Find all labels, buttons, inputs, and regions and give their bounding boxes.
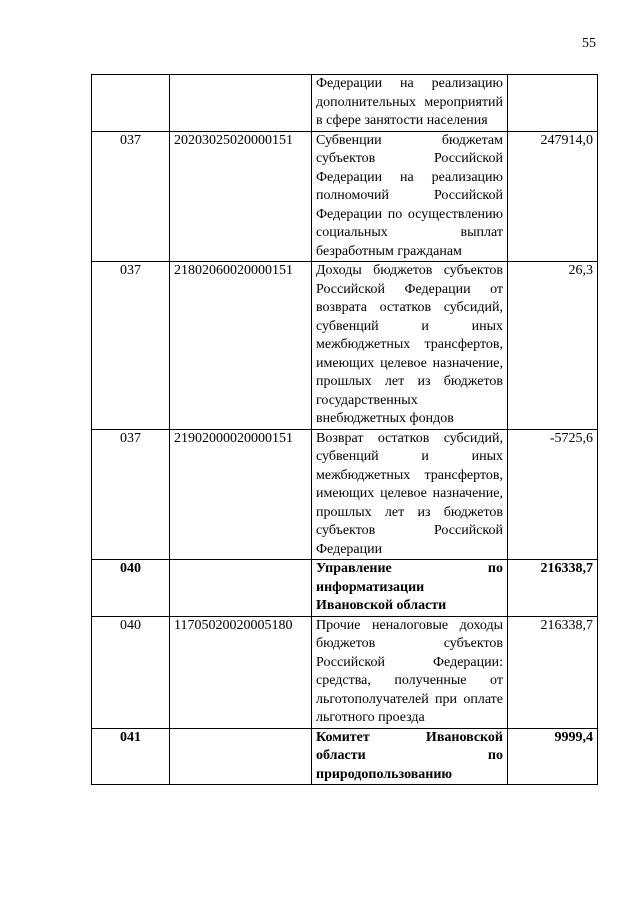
admin-code-cell: 040 — [92, 616, 170, 728]
amount-cell: 26,3 — [508, 262, 598, 430]
revenue-name-cell: Возврат остатков субсидий, субвенций и иных межбюджетных трансфертов, имеющих целевое назначение, прошлых лет из бюджетов субъектов Российской Федерации — [312, 429, 508, 560]
amount-cell: 216338,7 — [508, 616, 598, 728]
budget-code-cell: 21802060020000151 — [170, 262, 312, 430]
amount-cell: 216338,7 — [508, 560, 598, 617]
budget-code-cell: 20203025020000151 — [170, 131, 312, 262]
budget-code-cell — [170, 728, 312, 785]
revenue-name-cell: Субвенции бюджетам субъектов Российской Федерации на реализацию полномочий Российской Федерации по осуществлению социальных выплат безработным гражданам — [312, 131, 508, 262]
table-row-section-header — [92, 560, 598, 617]
revenue-name-cell: Доходы бюджетов субъектов Российской Федерации от возврата остатков субсидий, субвенций и иных межбюджетных трансфертов, имеющих целевое назначение, прошлых лет из бюджетов государственных внебюджетных фондов — [312, 262, 508, 430]
table-row-section-header — [92, 728, 598, 785]
admin-code-cell: 041 — [92, 728, 170, 785]
budget-code-cell: 21902000020000151 — [170, 429, 312, 560]
amount-cell — [508, 75, 598, 132]
admin-code-cell: 037 — [92, 429, 170, 560]
revenue-name-cell: Управление по информатизации Ивановской области — [312, 560, 508, 617]
budget-revenue-table — [91, 74, 598, 785]
budget-code-cell: 11705020020005180 — [170, 616, 312, 728]
admin-code-cell: 037 — [92, 262, 170, 430]
admin-code-cell — [92, 75, 170, 132]
amount-cell: -5725,6 — [508, 429, 598, 560]
budget-code-cell — [170, 75, 312, 132]
budget-code-cell — [170, 560, 312, 617]
page-number: 55 — [582, 36, 596, 51]
table-row — [92, 262, 598, 430]
revenue-name-cell: Федерации на реализацию дополнительных мероприятий в сфере занятости населения — [312, 75, 508, 132]
revenue-name-cell: Прочие неналоговые доходы бюджетов субъектов Российской Федерации: средства, полученные от льготополучателей при оплате льготного проезда — [312, 616, 508, 728]
table-row — [92, 429, 598, 560]
amount-cell: 247914,0 — [508, 131, 598, 262]
admin-code-cell: 037 — [92, 131, 170, 262]
table-row — [92, 131, 598, 262]
revenue-name-cell: Комитет Ивановской области по природопользованию — [312, 728, 508, 785]
amount-cell: 9999,4 — [508, 728, 598, 785]
table-row — [92, 616, 598, 728]
table-row — [92, 75, 598, 132]
admin-code-cell: 040 — [92, 560, 170, 617]
